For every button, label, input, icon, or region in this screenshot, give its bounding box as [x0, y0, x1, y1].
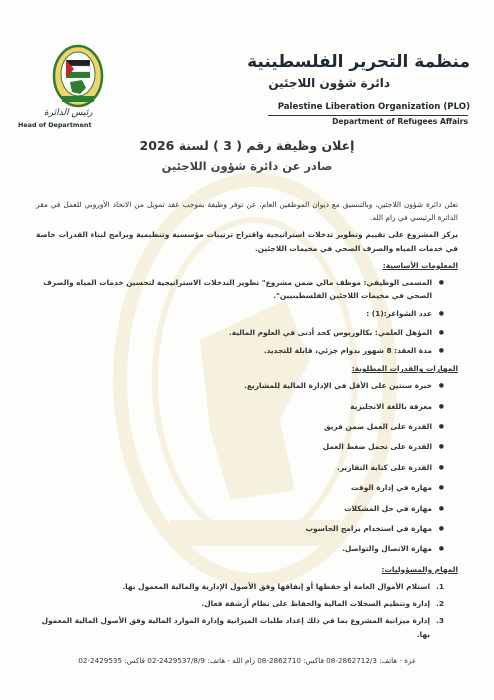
- head-of-department-english: Head of Department: [18, 121, 92, 129]
- head-of-department-arabic: رئيس الدائرة: [44, 108, 93, 118]
- list-item: ● مهارة في إدارة الوقت: [36, 481, 444, 494]
- list-item: ● القدرة على كتابة التقارير.: [36, 461, 444, 474]
- item-number: 1.: [436, 581, 444, 591]
- header-divider: [268, 115, 468, 116]
- org-name-english: Palestine Liberation Organization (PLO): [277, 102, 470, 112]
- announcement-body: [36, 198, 458, 645]
- list-item: ● معرفة باللغة الانجليزية: [36, 400, 444, 413]
- intro-paragraph: تعلن دائرة شؤون اللاجئين، وبالتنسيق مع ديوان الموظفين العام، عن توفر وظيفة بموجب عقد تمويل من الاتحاد الأوروبي للعمل في مقر الدائرة الرئيسي في رام الله.: [36, 200, 458, 223]
- list-item: ● القدرة على العمل ضمن فريق: [36, 420, 444, 433]
- item-text: إدارة ميزانية المشروع بما في ذلك إعداد طلبات الميزانية وإدارة الموارد المالية وفق الأصول المالية المعمول بها.: [41, 616, 430, 639]
- list-item: [36, 597, 444, 610]
- department-name-english: Department of Refugees Affairs: [332, 117, 468, 126]
- project-paragraph: يركز المشروع على تقييم وتطوير تدخلات استراتيجية واقتراح ترتيبات مؤسسية وتنظيمية وبرامج لبناء القدرات خاصة في خدمات المياه والصرف الصحي في مخيمات اللاجئين.: [36, 230, 458, 253]
- item-number: 3.: [436, 616, 444, 626]
- section-heading-duties: المهام والمسؤوليات:: [381, 564, 458, 574]
- duties-list: [36, 580, 444, 641]
- list-item: [36, 614, 444, 640]
- footer-contact: غزة - هاتف: 2862712/3-08 فاكس: 2862710-08 رام الله - هاتف: 2429537/8/9-02 فاكس: 2429535-02: [78, 656, 416, 665]
- list-item: ● مهارة في حل المشكلات: [36, 502, 444, 515]
- list-item: ● عدد الشواغر:(1) :: [36, 307, 444, 320]
- announcement-subtitle: صادر عن دائرة شؤون اللاجئين: [161, 159, 333, 173]
- basic-info-list: [36, 276, 444, 357]
- list-item: ● مدة العقد: 8 شهور بدوام جزئي، قابلة للتجديد.: [36, 344, 444, 357]
- section-heading-skills: المهارات والقدرات المطلوبة:: [351, 364, 458, 374]
- list-item: ● مهارة في استخدام برامج الحاسوب: [36, 522, 444, 535]
- list-item: ● مهارة الاتصال والتواصل.: [36, 542, 444, 555]
- list-item: ● المؤهل العلمي: بكالوريوس كحد أدنى في العلوم المالية.: [36, 326, 444, 339]
- section-heading-basic-info: المعلومات الأساسية:: [382, 260, 458, 270]
- plo-logo-icon: [52, 44, 104, 108]
- item-text: استلام الأموال العامة أو حفظها أو إنفاقها وفق الأصول الإدارية والمالية المعمول بها.: [122, 581, 430, 591]
- department-name-arabic: دائرة شؤون اللاجئين: [268, 76, 390, 90]
- list-item: ● خبرة سنتين على الأقل في الإدارة المالية للمشاريع.: [36, 379, 444, 392]
- announcement-title: إعلان وظيفة رقم ( 3 ) لسنة 2026: [139, 138, 355, 153]
- item-text: إدارة وتنظيم السجلات المالية والحفاظ على نظام أرشفة فعال.: [201, 599, 430, 609]
- item-number: 2.: [436, 599, 444, 609]
- list-item: [36, 580, 444, 593]
- org-name-arabic: منظمة التحرير الفلسطينية: [247, 52, 470, 72]
- list-item: ● المسمى الوظيفي: موظف مالي ضمن مشروع" تطوير التدخلات الاستراتيجية لتحسين خدمات المياه والصرف الصحي في مخيمات اللاجئين الفلسطينيين".: [36, 276, 444, 302]
- skills-list: [36, 379, 444, 555]
- list-item: ● القدرة على تحمل ضغط العمل: [36, 440, 444, 453]
